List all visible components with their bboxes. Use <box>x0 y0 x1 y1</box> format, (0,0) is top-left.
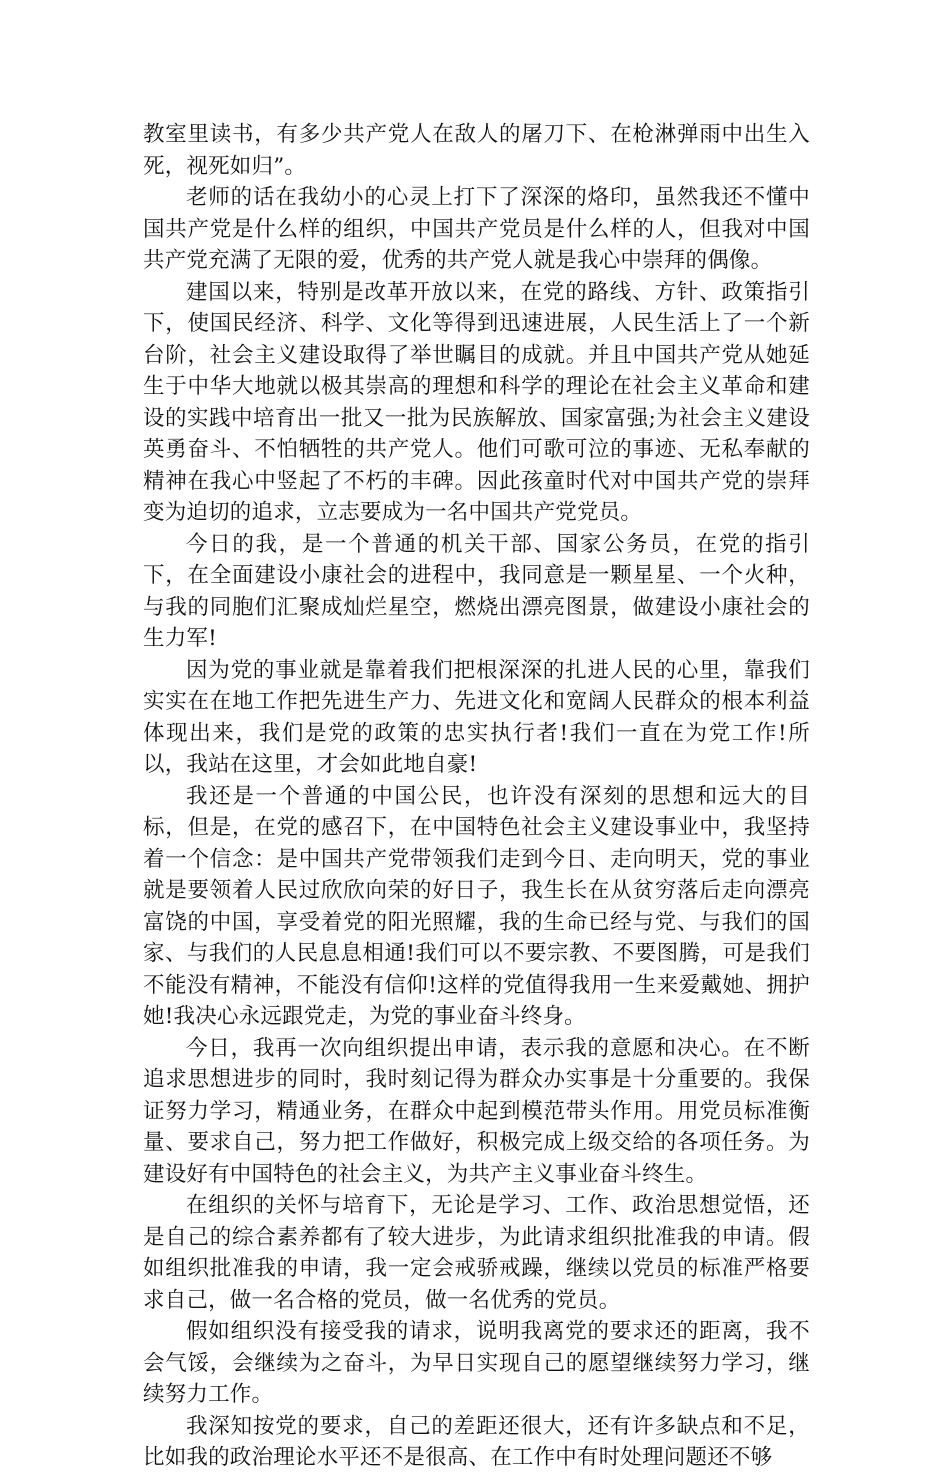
paragraph-today-me: 今日的我，是一个普通的机关干部、国家公务员，在党的指引下，在全面建设小康社会的进程中，我同意是一颗星星、一个火种，与我的同胞们汇聚成灿烂星空，燃烧出漂亮图景，做建设小康社会的生力军! <box>143 531 810 651</box>
paragraph-ordinary-citizen: 我还是一个普通的中国公民，也许没有深刻的思想和远大的目标，但是，在党的感召下，在中国特色社会主义建设事业中，我坚持着一个信念：是中国共产党带领我们走到今日、走向明天，党的事业就是要领着人民过欣欣向荣的好日子，我生长在从贫穷落后走向漂亮富饶的中国，享受着党的阳光照耀，我的生命已经与党、与我们的国家、与我们的人民息息相通!我们可以不要宗教、不要图腾，可是我们不能没有精神，不能没有信仰!这样的党值得我用一生来爱戴她、拥护她!我决心永远跟党走，为党的事业奋斗终身。 <box>143 783 810 1029</box>
paragraph-application: 今日，我再一次向组织提出申请，表示我的意愿和决心。在不断追求思想进步的同时，我时刻记得为群众办实事是十分重要的。我保证努力学习，精通业务，在群众中起到模范带头作用。用党员标准衡量、要求自己，努力把工作做好，积极完成上级交给的各项任务。为建设好有中国特色的社会主义，为共产主义事业奋斗终生。 <box>143 1035 810 1187</box>
paragraph-if-not-accepted: 假如组织没有接受我的请求，说明我离党的要求还的距离，我不会气馁，会继续为之奋斗，为早日实现自己的愿望继续努力学习，继续努力工作。 <box>143 1319 810 1407</box>
paragraph-party-cause: 因为党的事业就是靠着我们把根深深的扎进人民的心里，靠我们实实在在地工作把先进生产力、先进文化和宽阔人民群众的根本利益体现出来，我们是党的政策的忠实执行者!我们一直在为党工作!所以，我站在这里，才会如此地自豪! <box>143 657 810 777</box>
paragraph-continued: 教室里读书，有多少共产党人在敌人的屠刀下、在枪淋弹雨中出生入死，视死如归”。 <box>143 122 810 179</box>
paragraph-shortcomings: 我深知按党的要求，自己的差距还很大，还有许多缺点和不足，比如我的政治理论水平还不是很高、在工作中有时处理问题还不够 <box>143 1413 810 1470</box>
paragraph-teacher-words: 老师的话在我幼小的心灵上打下了深深的烙印，虽然我还不懂中国共产党是什么样的组织，中国共产党员是什么样的人，但我对中国共产党充满了无限的爱，优秀的共产党人就是我心中崇拜的偶像。 <box>143 185 810 273</box>
paragraph-organization-care: 在组织的关怀与培育下，无论是学习、工作、政治思想觉悟，还是自己的综合素养都有了较大进步，为此请求组织批准我的申请。假如组织批准我的申请，我一定会戒骄戒躁，继续以党员的标准严格要求自己，做一名合格的党员，做一名优秀的党员。 <box>143 1193 810 1313</box>
paragraph-since-founding: 建国以来，特别是改革开放以来，在党的路线、方针、政策指引下，使国民经济、科学、文化等得到迅速进展，人民生活上了一个新台阶，社会主义建设取得了举世瞩目的成就。并且中国共产党从她延生于中华大地就以极其崇高的理想和科学的理论在社会主义革命和建设的实践中培育出一批又一批为民族解放、国家富强;为社会主义建设英勇奋斗、不怕牺牲的共产党人。他们可歌可泣的事迹、无私奉献的精神在我心中竖起了不朽的丰碑。因此孩童时代对中国共产党的崇拜变为迫切的追求，立志要成为一名中国共产党党员。 <box>143 279 810 525</box>
document-body <box>143 119 810 1474</box>
